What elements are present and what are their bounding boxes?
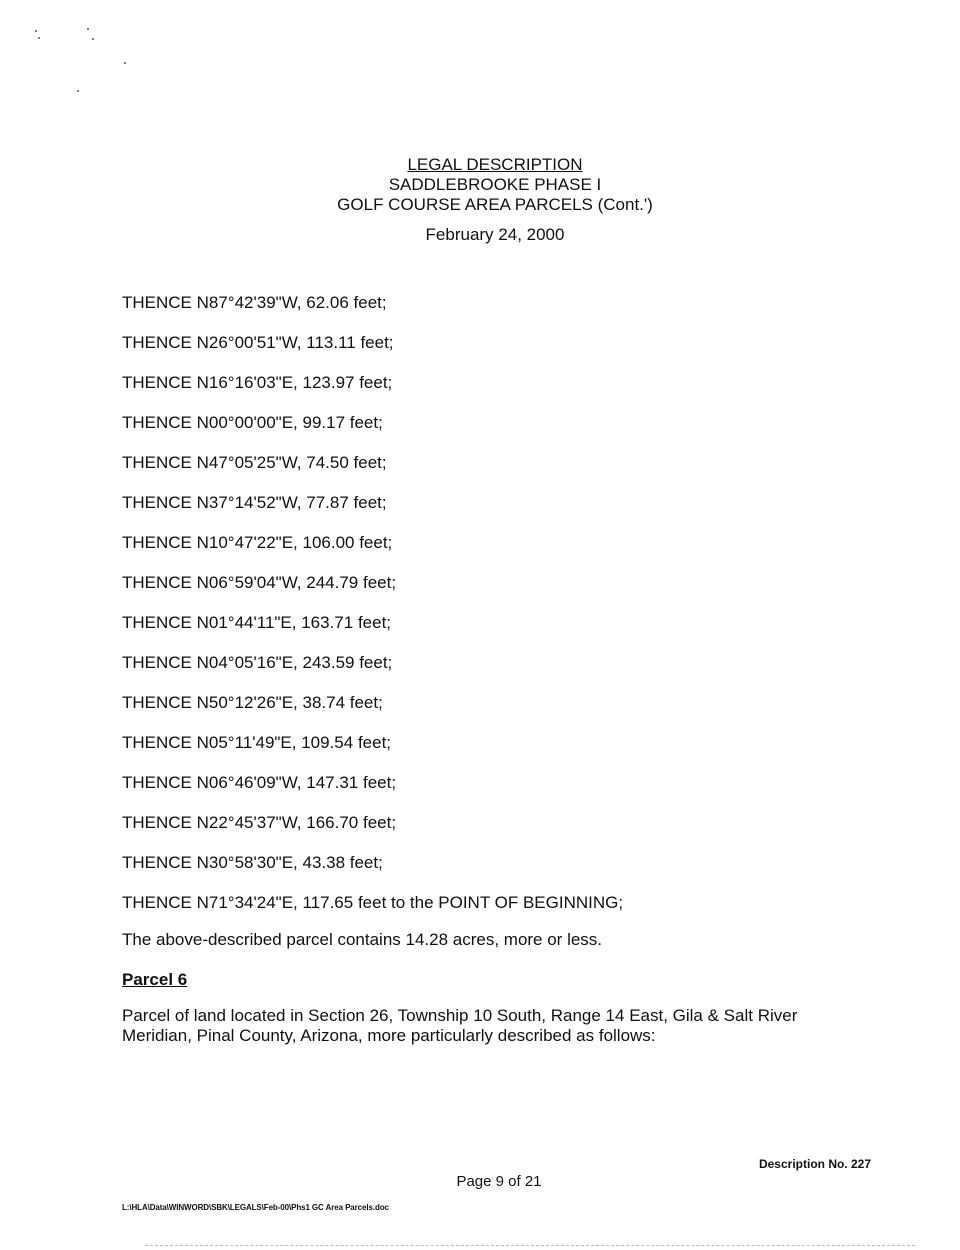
course-line: THENCE N71°34'24"E, 117.65 feet to the POINT OF BEGINNING; bbox=[122, 893, 624, 912]
document-subtitle: SADDLEBROOKE PHASE I bbox=[388, 175, 602, 194]
description-number: Description No. 227 bbox=[758, 1157, 871, 1171]
scan-speck bbox=[38, 37, 40, 39]
course-line: THENCE N06°46'09"W, 147.31 feet; bbox=[122, 773, 397, 792]
course-line: THENCE N37°14'52"W, 77.87 feet; bbox=[122, 493, 387, 512]
parcel-description bbox=[122, 1006, 842, 1046]
document-header bbox=[260, 155, 730, 245]
course-line: THENCE N10°47'22"E, 106.00 feet; bbox=[122, 533, 393, 552]
course-line: THENCE N26°00'51"W, 113.11 feet; bbox=[122, 333, 394, 352]
bottom-rule bbox=[145, 1245, 915, 1246]
course-line: THENCE N16°16'03"E, 123.97 feet; bbox=[122, 373, 393, 392]
scan-speck bbox=[77, 90, 79, 92]
course-line: THENCE N87°42'39"W, 62.06 feet; bbox=[122, 293, 387, 312]
courses-list bbox=[122, 292, 842, 932]
page-number: Page 9 of 21 bbox=[456, 1173, 542, 1190]
document-subtitle: GOLF COURSE AREA PARCELS (Cont.') bbox=[337, 195, 653, 214]
course-line: THENCE N22°45'37"W, 166.70 feet; bbox=[122, 813, 397, 832]
course-line: THENCE N30°58'30"E, 43.38 feet; bbox=[122, 853, 383, 872]
document-date: February 24, 2000 bbox=[425, 225, 565, 244]
course-line: THENCE N01°44'11"E, 163.71 feet; bbox=[122, 613, 392, 632]
parcel-description-line: Parcel of land located in Section 26, Township 10 South, Range 14 East, Gila & Salt River bbox=[122, 1006, 798, 1025]
course-line: THENCE N47°05'25"W, 74.50 feet; bbox=[122, 453, 387, 472]
course-line: THENCE N50°12'26"E, 38.74 feet; bbox=[122, 693, 383, 712]
parcel-area-summary: The above-described parcel contains 14.28 acres, more or less. bbox=[122, 930, 603, 949]
document-title: LEGAL DESCRIPTION bbox=[407, 155, 583, 174]
course-line: THENCE N04°05'16"E, 243.59 feet; bbox=[122, 653, 393, 672]
scan-speck bbox=[92, 38, 94, 40]
parcel-heading: Parcel 6 bbox=[122, 970, 188, 989]
scan-speck bbox=[35, 30, 37, 32]
scan-speck bbox=[124, 62, 126, 64]
course-line: THENCE N00°00'00"E, 99.17 feet; bbox=[122, 413, 383, 432]
course-line: THENCE N06°59'04"W, 244.79 feet; bbox=[122, 573, 397, 592]
course-line: THENCE N05°11'49"E, 109.54 feet; bbox=[122, 733, 392, 752]
parcel-description-line: Meridian, Pinal County, Arizona, more particularly described as follows: bbox=[122, 1026, 656, 1045]
file-path: L:\HLA\Data\WINWORD\SBK\LEGALS\Feb-00\Phs1 GC Area Parcels.doc bbox=[122, 1203, 389, 1212]
scan-speck bbox=[87, 28, 89, 30]
